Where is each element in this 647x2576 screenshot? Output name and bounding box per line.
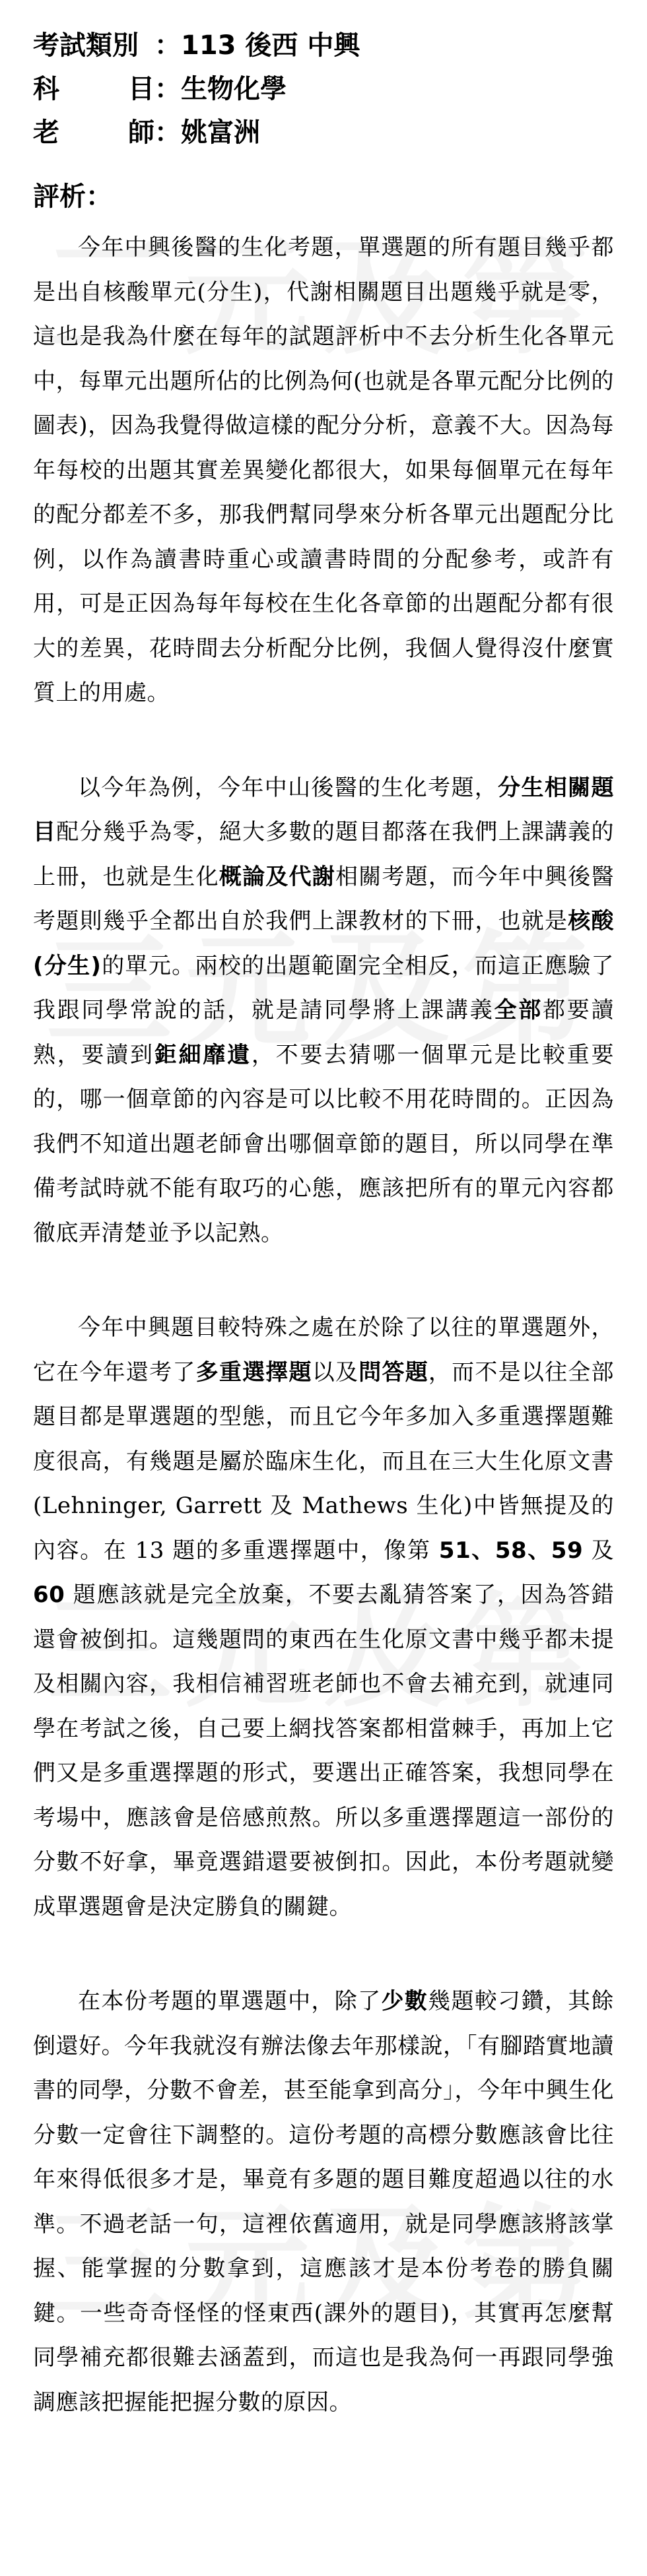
exam-category-row xyxy=(33,24,614,67)
subject-value: 生物化學 xyxy=(181,74,287,104)
analysis-paragraph-3 xyxy=(33,1306,614,1929)
subject-label-char: 科 xyxy=(33,74,59,104)
emphasis-text: 問答題 xyxy=(358,1359,428,1386)
paragraph-text: 的單元。兩校的出題範圍完全相反，而這正應驗了我跟同學常說的話，就是請同學將上課講義 xyxy=(33,952,614,1023)
teacher-label-char: 師 xyxy=(128,117,154,148)
paragraph-text: 今年中興題目較特殊之處在於除了以往的單選題外，它在今年還考了 xyxy=(33,1314,614,1386)
paragraph-text: 及 xyxy=(583,1537,615,1564)
colon: ： xyxy=(154,74,181,104)
emphasis-text: 多重選擇題 xyxy=(195,1359,312,1386)
emphasis-text: 60 xyxy=(33,1582,65,1608)
paragraph-text: 配分幾乎為零，絕大多數的題目都落在我們上課講義的上冊，也就是生化 xyxy=(33,819,615,890)
teacher-row xyxy=(33,111,614,154)
paragraph-text: 題應該就是完全放棄，不要去亂猜答案了，因為答錯還會被倒扣。這幾題問的東西在生化原文書中幾乎都未提及相關內容，我相信補習班老師也不會去補充到，就連同學在考試之後，自己要上網找答案都相當棘手，再加上它們又是多重選擇題的形式，要選出正確答案，我想同學在考場中，應該會是倍感煎熬。所以多重選擇題這一部份的分數不好拿，畢竟選錯還要被倒扣。因此，本份考題就變成單選題會是決定勝負的關鍵。 xyxy=(33,1582,614,1920)
subject-label-char: 目 xyxy=(128,74,154,104)
emphasis-text: 全部 xyxy=(494,997,543,1023)
paragraph-text: 相關考題，而今年中興後醫考題則幾乎全都出自於我們上課教材的下冊，也就是 xyxy=(33,863,615,934)
paragraph-text: 今年中興後醫的生化考題，單選題的所有題目幾乎都是出自核酸單元(分生)，代謝相關題目出題幾乎就是零，這也是我為什麼在每年的試題評析中不去分析生化各單元中，每單元出題所佔的比例為何(也就是各單元配分比例的圖表)，因為我覺得做這樣的配分分析，意義不大。因為每年每校的出題其實差異變化都很大，如果每個單元在每年的配分都差不多，那我們幫同學來分析各單元出題配分比例，以作為讀書時重心或讀書時間的分配參考，或許有用，可是正因為每年每校在生化各章節的出題配分都有很大的差異，花時間去分析配分比例，我個人覺得沒什麼實質上的用處。 xyxy=(33,234,614,706)
teacher-label xyxy=(33,111,154,154)
exam-category-label: 考試類別 xyxy=(33,30,139,61)
document-page xyxy=(33,24,614,2447)
subject-row xyxy=(33,67,614,111)
emphasis-text: 鉅細靡遺 xyxy=(154,1041,252,1068)
paragraph-text: ，不要去猜哪一個單元是比較重要的，哪一個章節的內容是可以比較不用花時間的。正因為我們不知道出題老師會出哪個章節的題目，所以同學在準備考試時就不能有取巧的心態，應該把所有的單元內容都徹底弄清楚並予以記熟。 xyxy=(33,1041,615,1246)
paragraph-text: 在本份考題的單選題中，除了 xyxy=(78,1988,382,2014)
analysis-paragraph-2 xyxy=(33,766,614,1256)
colon: ： xyxy=(154,30,181,61)
emphasis-text: 核酸(分生) xyxy=(33,908,615,979)
paragraph-text: 幾題較刁鑽，其餘倒還好。今年我就沒有辦法像去年那樣說，「有腳踏實地讀書的同學，分數不會差，甚至能拿到高分」，今年中興生化分數一定會往下調整的。這份考題的高標分數應該會比往年來得低很多才是，畢竟有多題的題目難度超過以往的水準。不過老話一句，這裡依舊適用，就是同學應該將該掌握、能掌握的分數拿到，這應該才是本份考卷的勝負關鍵。一些奇奇怪怪的怪東西(課外的題目)，其實再怎麼幫同學補充都很難去涵蓋到，而這也是我為何一再跟同學強調應該把握能把握分數的原因。 xyxy=(33,1988,615,2416)
emphasis-text: 少數 xyxy=(381,1988,428,2014)
paragraph-text: 以今年為例，今年中山後醫的生化考題， xyxy=(78,774,498,801)
teacher-value: 姚富洲 xyxy=(181,117,260,148)
teacher-label-char: 老 xyxy=(33,117,59,148)
analysis-paragraph-4 xyxy=(33,1980,614,2425)
exam-category-value: 113 後西 中興 xyxy=(181,30,360,61)
analysis-heading: 評析： xyxy=(33,181,112,212)
paragraph-text: ，而不是以往全部題目都是單選題的型態，而且它今年多加入多重選擇題難度很高，有幾題是屬於臨床生化，而且在三大生化原文書(Lehninger, Garrett 及 Mathews 生化)中皆無提及的內容。在 13 題的多重選擇題中，像第 xyxy=(33,1359,615,1564)
subject-label xyxy=(33,67,154,111)
analysis-paragraph-1 xyxy=(33,226,614,716)
paragraph-text: 以及 xyxy=(312,1359,359,1386)
paragraph-text: 都要讀熟，要讀到 xyxy=(33,997,615,1068)
emphasis-text: 概論及代謝 xyxy=(219,863,335,890)
emphasis-text: 分生相關題目 xyxy=(33,774,615,845)
colon: ： xyxy=(154,117,181,148)
emphasis-text: 51、58、59 xyxy=(438,1537,584,1564)
